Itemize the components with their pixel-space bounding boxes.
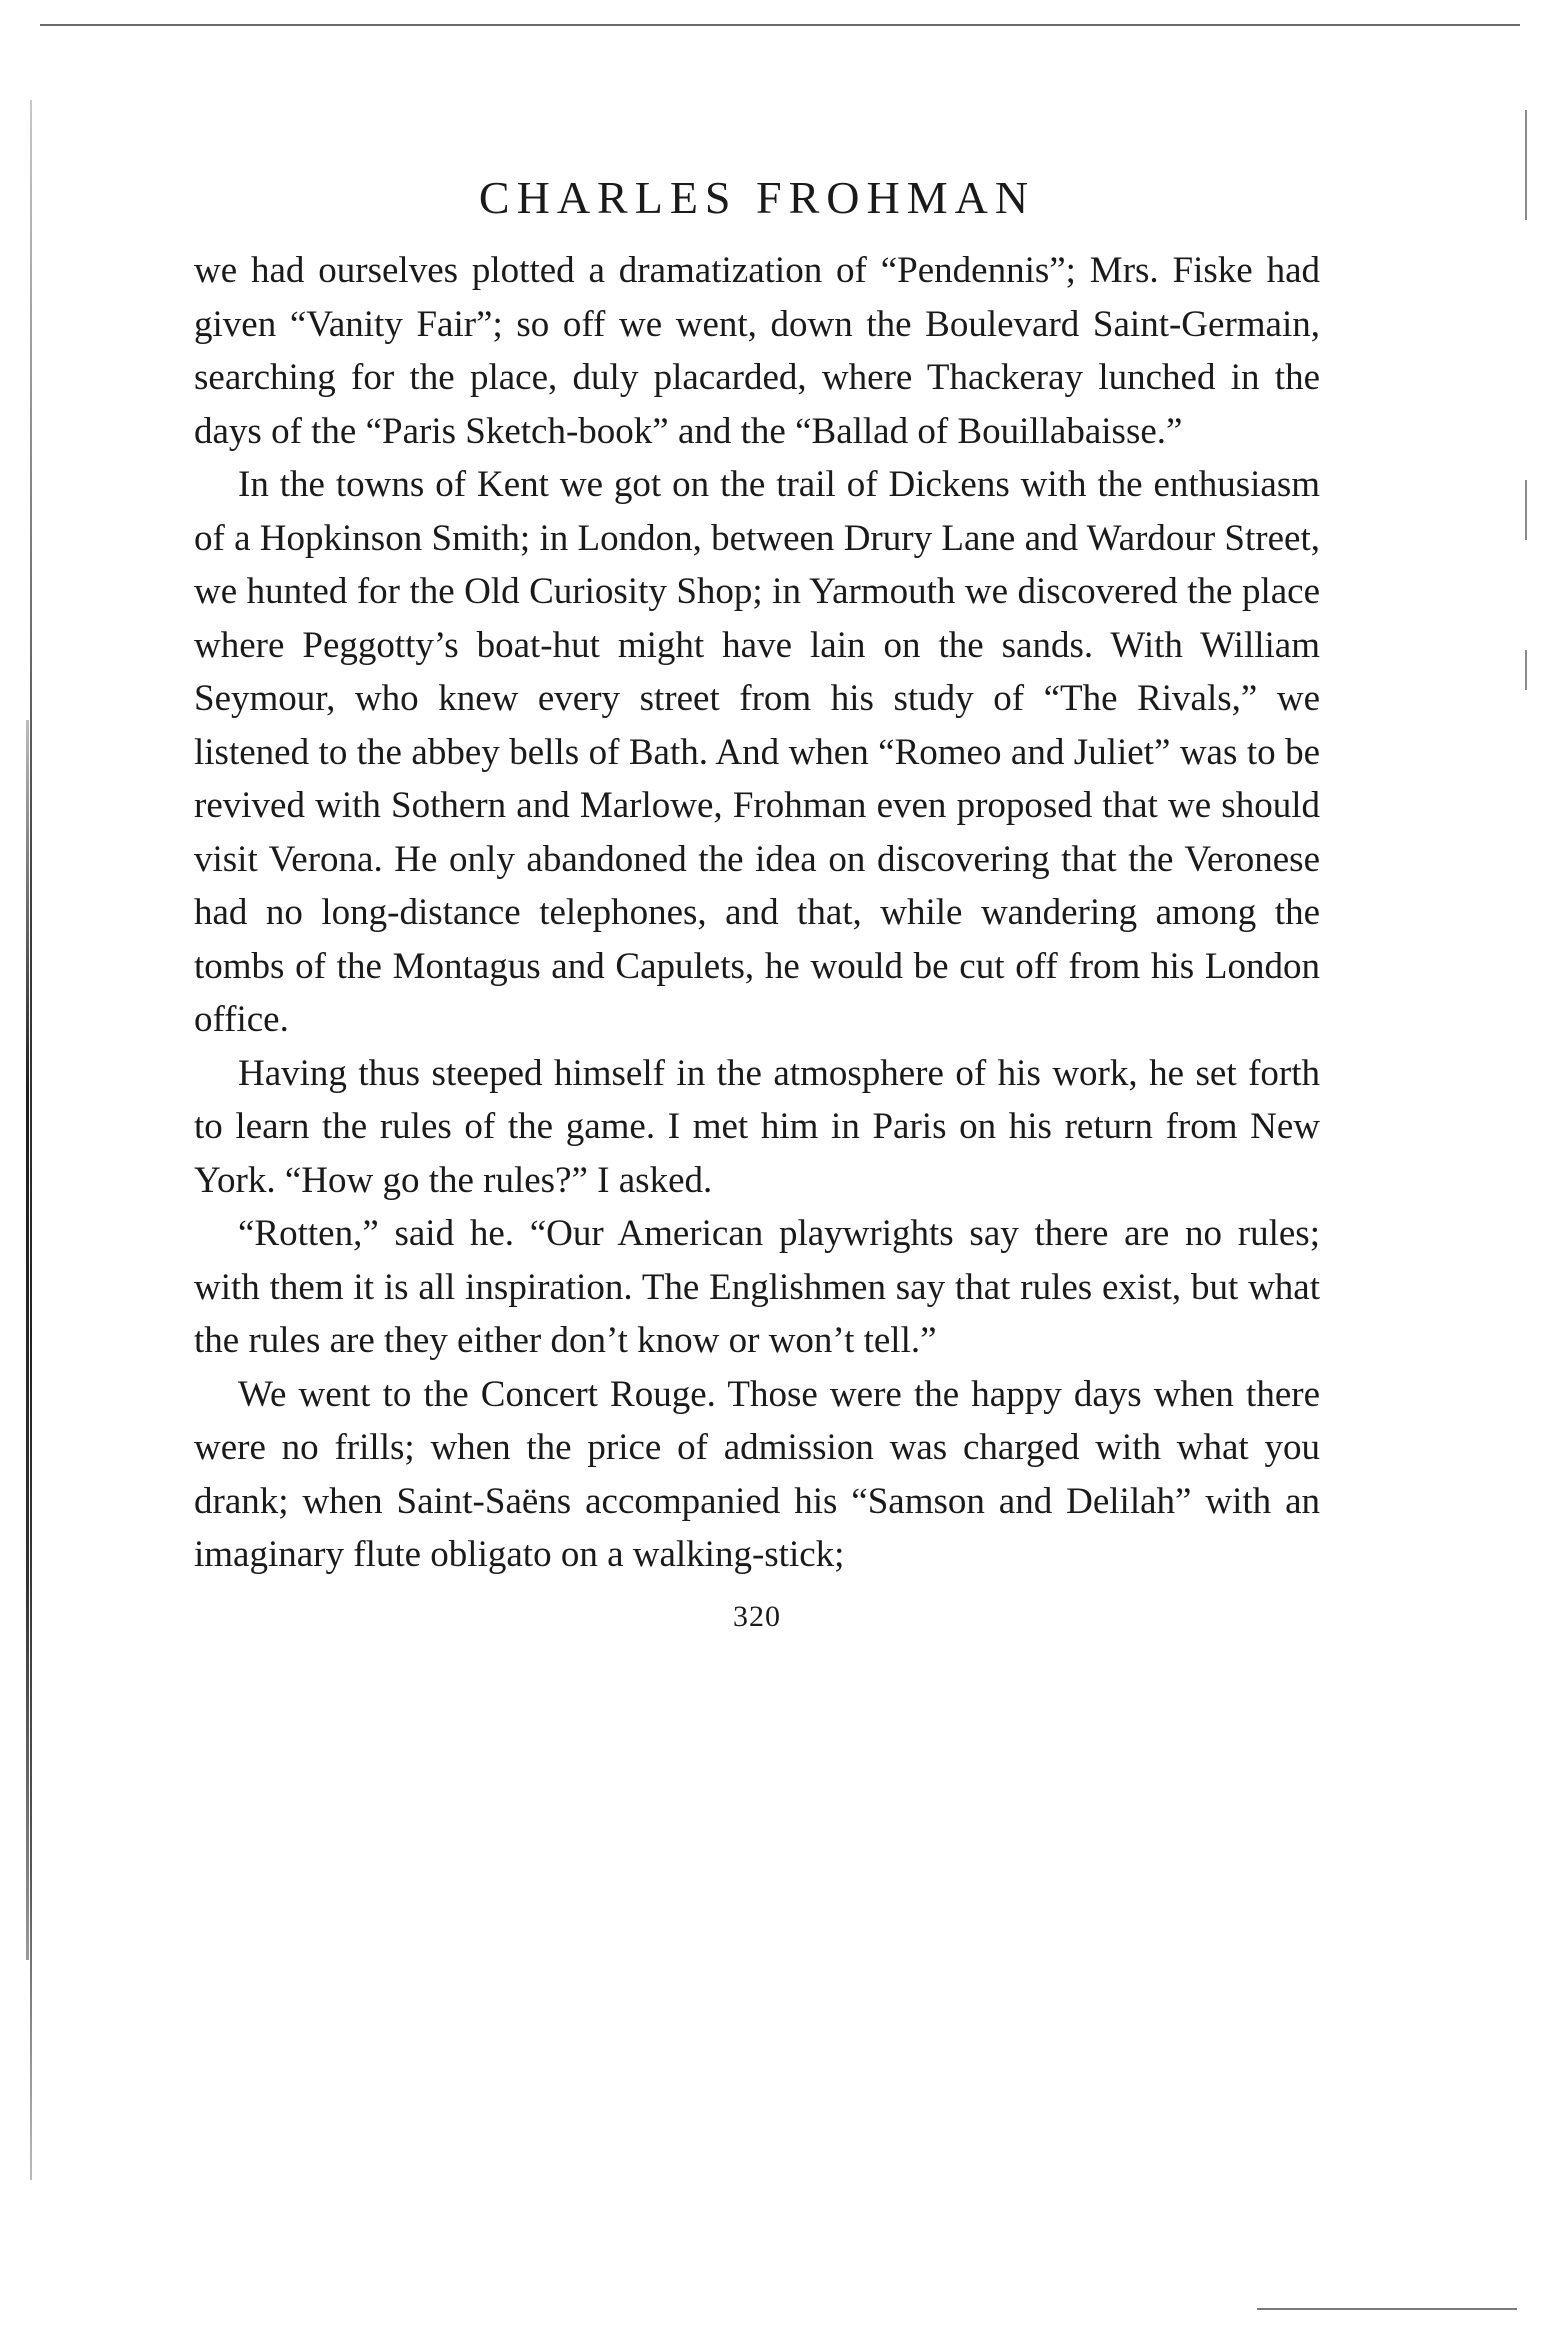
scan-right-mark-upper	[1525, 110, 1527, 220]
page-number: 320	[733, 1599, 781, 1633]
scan-binding-edge	[30, 100, 32, 2180]
book-page	[194, 168, 1320, 1634]
paragraph-concert-rouge: We went to the Concert Rouge. Those were the happy days when there were no frills; when the price of admission was charged with what you drank; when Saint-Saëns accompanied his “Samson and Delilah” with an imaginary flute obligato on a walking-stick;	[194, 1373, 1320, 1575]
paragraph-rotten: “Rotten,” said he. “Our American playwrights say there are no rules; with them it is all inspiration. The Englishmen say that rules exist, but what the rules are they either don’t know or won’t tell.”	[194, 1213, 1320, 1361]
paragraph-continued: we had ourselves plotted a dramatization of “Pendennis”; Mrs. Fiske had given “Vanity Fair”; so off we went, down the Boulevard Saint-Germain, searching for the place, duly placarded, where Thackeray lunched in the days of the “Paris Sketch-book” and the “Ballad of Bouillabaisse.”	[194, 250, 1320, 452]
scan-binding-shadow	[26, 720, 29, 1960]
scan-bottom-mark	[1257, 2308, 1517, 2310]
scan-top-rule	[40, 24, 1520, 26]
running-head: CHARLES FROHMAN	[478, 172, 1036, 223]
paragraph-rules-of-game: Having thus steeped himself in the atmosphere of his work, he set forth to learn the rules of the game. I met him in Paris on his return from New York. “How go the rules?” I asked.	[194, 1052, 1320, 1201]
scan-right-mark-middle	[1525, 480, 1527, 540]
paragraph-dickens: In the towns of Kent we got on the trail of Dickens with the enthusiasm of a Hopkinson Smith; in London, between Drury Lane and Wardour Street, we hunted for the Old Curiosity Shop; in Yarmouth we discovered the place where Peggotty’s boat-hut might have lain on the sands. With William Seymour, who knew every street from his study of “The Rivals,” we listened to the abbey bells of Bath. And when “Romeo and Juliet” was to be revived with Sothern and Marlowe, Frohman even proposed that we should visit Verona. He only abandoned the idea on discovering that the Veronese had no long-distance telephones, and that, while wandering among the tombs of the Montagus and Capulets, he would be cut off from his London office.	[194, 464, 1320, 1040]
scan-right-mark-lower	[1525, 650, 1527, 690]
